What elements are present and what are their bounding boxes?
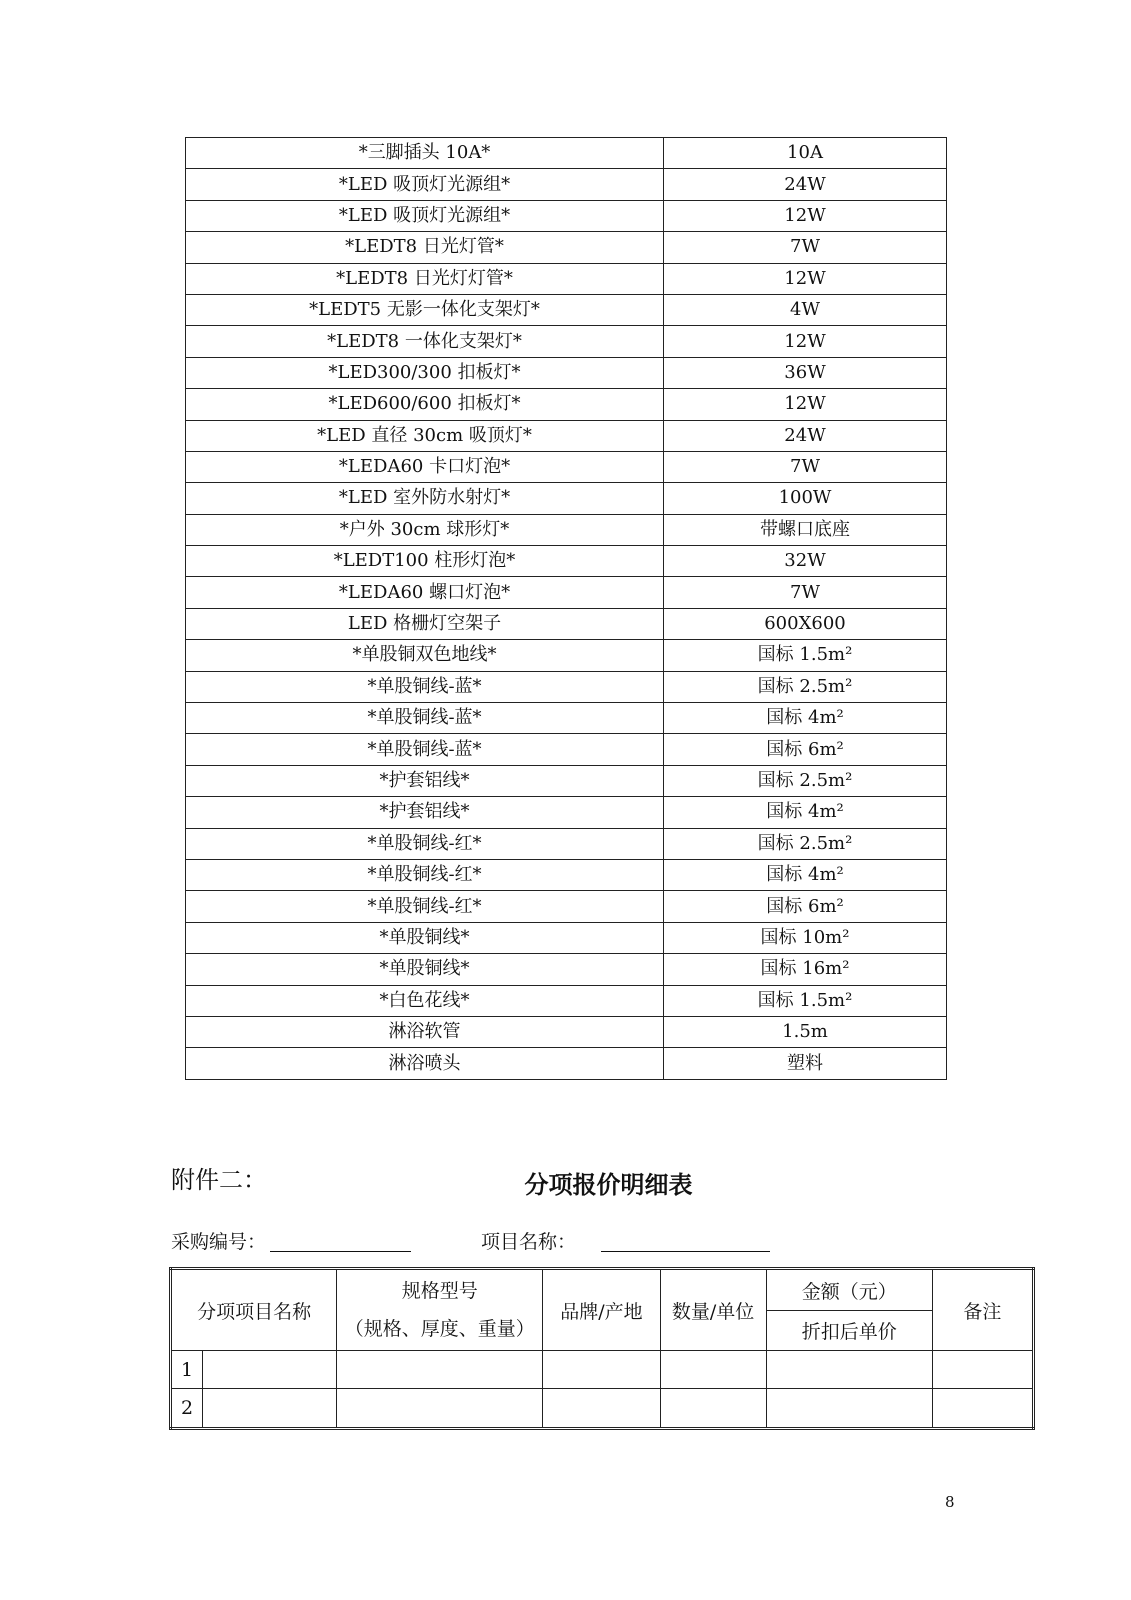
doc-title: 分项报价明细表 xyxy=(524,1171,693,1199)
item-name: *LED300/300 扣板灯* xyxy=(186,357,664,388)
item-name: 淋浴喷头 xyxy=(186,1048,664,1079)
item-row xyxy=(186,451,947,482)
cell-remark xyxy=(932,1351,1033,1389)
item-spec: 带螺口底座 xyxy=(664,514,947,545)
cell-amount xyxy=(766,1389,932,1429)
quote-detail-table xyxy=(169,1267,1035,1430)
row-number: 2 xyxy=(171,1389,203,1429)
item-spec: 7W xyxy=(664,451,947,482)
cell-spec xyxy=(337,1389,543,1429)
item-spec: 7W xyxy=(664,577,947,608)
page-number: 8 xyxy=(945,1493,955,1511)
item-row xyxy=(186,514,947,545)
item-spec: 12W xyxy=(664,263,947,294)
item-row xyxy=(186,954,947,985)
item-spec: 7W xyxy=(664,232,947,263)
item-row xyxy=(186,1016,947,1047)
item-spec: 12W xyxy=(664,200,947,231)
item-name: *单股铜线-红* xyxy=(186,828,664,859)
col-remark-header: 备注 xyxy=(932,1269,1033,1351)
item-row xyxy=(186,859,947,890)
item-row xyxy=(186,294,947,325)
item-row xyxy=(186,765,947,796)
cell-amount xyxy=(766,1351,932,1389)
items-table-body xyxy=(186,138,947,1080)
item-spec: 国标 1.5m² xyxy=(664,640,947,671)
col-item-name-header: 分项项目名称 xyxy=(171,1269,337,1351)
item-spec: 国标 4m² xyxy=(664,703,947,734)
item-spec: 国标 6m² xyxy=(664,734,947,765)
item-spec: 国标 16m² xyxy=(664,954,947,985)
cell-brand xyxy=(543,1389,660,1429)
item-spec: 12W xyxy=(664,389,947,420)
cell-spec xyxy=(337,1351,543,1389)
item-spec: 36W xyxy=(664,357,947,388)
item-row xyxy=(186,389,947,420)
item-name: *LEDT8 日光灯灯管* xyxy=(186,263,664,294)
quote-row xyxy=(171,1389,1034,1429)
item-name: *LEDT100 柱形灯泡* xyxy=(186,546,664,577)
item-name: *LEDA60 螺口灯泡* xyxy=(186,577,664,608)
item-row xyxy=(186,985,947,1016)
item-row xyxy=(186,828,947,859)
item-spec: 24W xyxy=(664,169,947,200)
cell-remark xyxy=(932,1389,1033,1429)
item-row xyxy=(186,263,947,294)
item-spec: 国标 4m² xyxy=(664,859,947,890)
item-spec: 100W xyxy=(664,483,947,514)
purchase-no-label: 采购编号： xyxy=(171,1231,267,1253)
item-name: *单股铜双色地线* xyxy=(186,640,664,671)
col-brand-header: 品牌/产地 xyxy=(543,1269,660,1351)
item-spec: 国标 6m² xyxy=(664,891,947,922)
item-name: *LEDT8 日光灯管* xyxy=(186,232,664,263)
item-row xyxy=(186,734,947,765)
item-spec: 国标 1.5m² xyxy=(664,985,947,1016)
row-number: 1 xyxy=(171,1351,203,1389)
cell-item-name xyxy=(203,1389,337,1429)
item-name: *单股铜线-蓝* xyxy=(186,671,664,702)
item-row xyxy=(186,922,947,953)
item-spec: 国标 2.5m² xyxy=(664,765,947,796)
item-spec: 1.5m xyxy=(664,1016,947,1047)
col-amount-header: 金额（元） xyxy=(766,1269,932,1311)
quote-row xyxy=(171,1351,1034,1389)
items-spec-table xyxy=(185,137,947,1080)
cell-qty xyxy=(660,1389,766,1429)
item-name: *单股铜线-红* xyxy=(186,859,664,890)
item-row xyxy=(186,200,947,231)
item-row xyxy=(186,797,947,828)
item-row xyxy=(186,608,947,639)
item-spec: 12W xyxy=(664,326,947,357)
attachment-label: 附件二： xyxy=(171,1166,267,1194)
item-row xyxy=(186,671,947,702)
item-spec: 国标 4m² xyxy=(664,797,947,828)
item-row xyxy=(186,577,947,608)
item-name: *LEDA60 卡口灯泡* xyxy=(186,451,664,482)
item-spec: 24W xyxy=(664,420,947,451)
project-name-label: 项目名称： xyxy=(481,1231,577,1253)
item-spec: 600X600 xyxy=(664,608,947,639)
item-spec: 国标 2.5m² xyxy=(664,828,947,859)
item-name: *单股铜线-蓝* xyxy=(186,734,664,765)
item-name: *单股铜线-蓝* xyxy=(186,703,664,734)
item-name: *户外 30cm 球形灯* xyxy=(186,514,664,545)
item-row xyxy=(186,420,947,451)
item-row xyxy=(186,891,947,922)
item-name: *单股铜线* xyxy=(186,922,664,953)
item-row xyxy=(186,1048,947,1079)
item-name: *单股铜线-红* xyxy=(186,891,664,922)
item-row xyxy=(186,169,947,200)
item-name: *白色花线* xyxy=(186,985,664,1016)
item-spec: 4W xyxy=(664,294,947,325)
col-qty-header: 数量/单位 xyxy=(660,1269,766,1351)
item-row xyxy=(186,546,947,577)
col-spec-title: 规格型号 xyxy=(401,1280,478,1302)
item-row xyxy=(186,357,947,388)
item-name: LED 格栅灯空架子 xyxy=(186,608,664,639)
item-spec: 10A xyxy=(664,138,947,169)
item-name: *LED 室外防水射灯* xyxy=(186,483,664,514)
item-row xyxy=(186,640,947,671)
project-name-blank xyxy=(601,1251,770,1252)
item-spec: 塑料 xyxy=(664,1048,947,1079)
item-name: *LED 吸顶灯光源组* xyxy=(186,169,664,200)
item-name: *LED 吸顶灯光源组* xyxy=(186,200,664,231)
item-name: 淋浴软管 xyxy=(186,1016,664,1047)
item-row xyxy=(186,232,947,263)
item-name: *LEDT8 一体化支架灯* xyxy=(186,326,664,357)
cell-item-name xyxy=(203,1351,337,1389)
item-name: *LED 直径 30cm 吸顶灯* xyxy=(186,420,664,451)
item-name: *单股铜线* xyxy=(186,954,664,985)
item-name: *LED600/600 扣板灯* xyxy=(186,389,664,420)
purchase-no-blank xyxy=(270,1251,411,1252)
item-name: *护套铝线* xyxy=(186,797,664,828)
item-row xyxy=(186,483,947,514)
item-row xyxy=(186,138,947,169)
item-row xyxy=(186,703,947,734)
item-name: *护套铝线* xyxy=(186,765,664,796)
item-spec: 国标 2.5m² xyxy=(664,671,947,702)
item-spec: 国标 10m² xyxy=(664,922,947,953)
cell-qty xyxy=(660,1351,766,1389)
item-name: *LEDT5 无影一体化支架灯* xyxy=(186,294,664,325)
item-name: *三脚插头 10A* xyxy=(186,138,664,169)
item-row xyxy=(186,326,947,357)
col-spec-header xyxy=(337,1269,543,1351)
cell-brand xyxy=(543,1351,660,1389)
item-spec: 32W xyxy=(664,546,947,577)
col-amount-subheader: 折扣后单价 xyxy=(766,1311,932,1351)
col-spec-subtitle: （规格、厚度、重量） xyxy=(344,1318,535,1340)
